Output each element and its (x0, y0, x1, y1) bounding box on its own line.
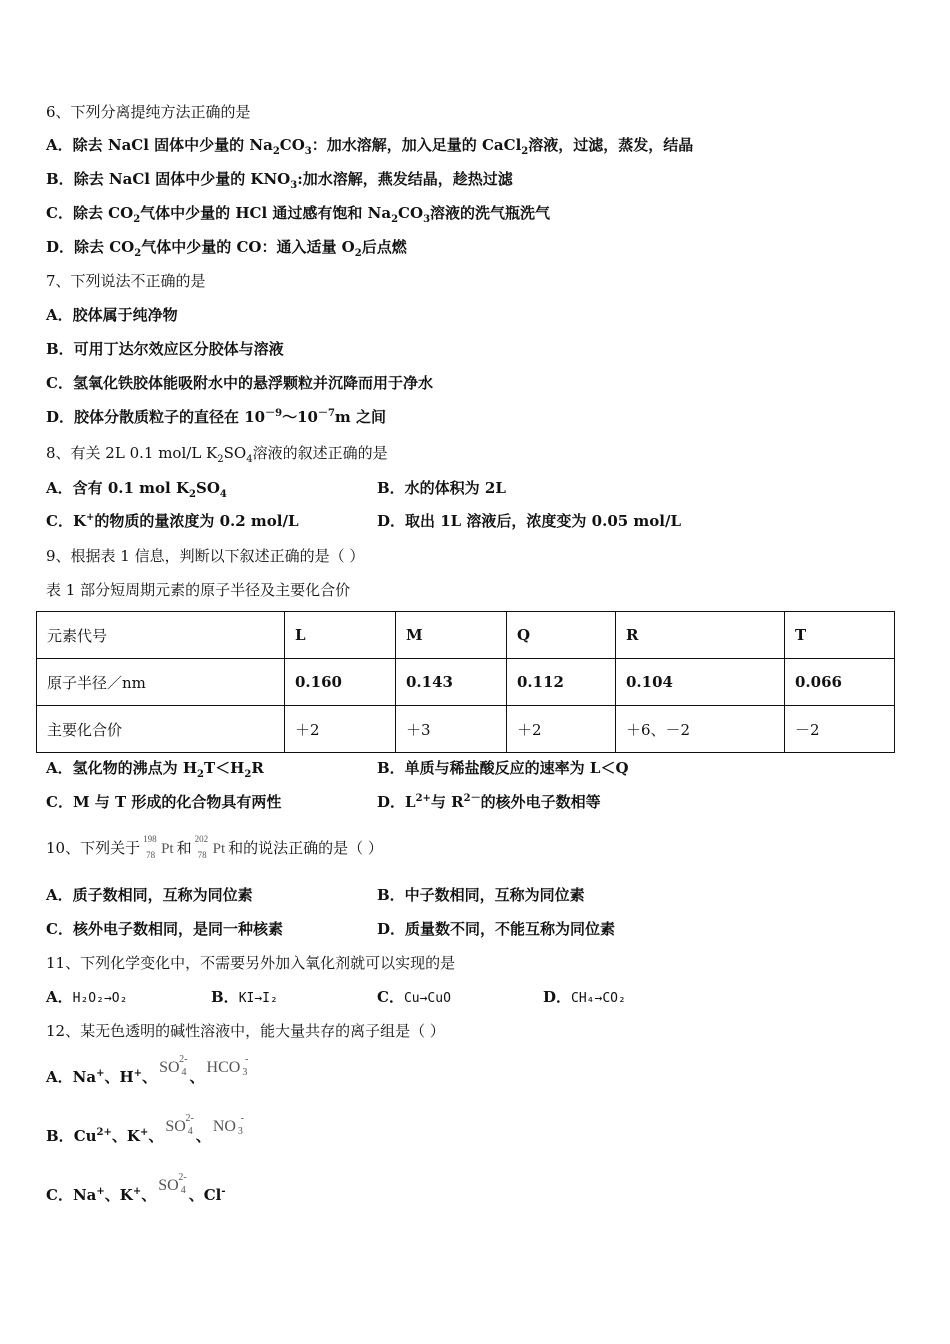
q10-option-a: A．质子数相同，互称为同位素 (46, 886, 253, 904)
q7-option-b: B．可用丁达尔效应区分胶体与溶液 (46, 340, 284, 358)
table-cell: 原子半径／nm (37, 659, 285, 706)
q6-stem: 6、下列分离提纯方法正确的是 (46, 103, 251, 121)
q6-option-d: D．除去 $CO_2$气体中少量的 CO：通入适量 $O_2$后点燃 (46, 238, 407, 259)
table-cell: Q (507, 612, 616, 659)
q12-stem: 12、某无色透明的碱性溶液中，能大量共存的离子组是（ ） (46, 1022, 445, 1040)
q11-stem: 11、下列化学变化中，不需要另外加入氧化剂就可以实现的是 (46, 954, 456, 972)
sulfate-ion: SO 2- 4 (165, 1113, 194, 1137)
q11-option-b: B．KI→I₂ (211, 988, 278, 1006)
q12-option-a: A．Na+、H+、SO 2- 4 、HCO - 3 (46, 1054, 249, 1086)
q9-table-caption: 表 1 部分短周期元素的原子半径及主要化合价 (46, 581, 351, 599)
q10-option-c: C．核外电子数相同，是同一种核素 (46, 920, 283, 938)
table-header-row (37, 612, 895, 659)
q10-option-b: B．中子数相同，互称为同位素 (377, 886, 585, 904)
table-cell: 0.104 (616, 659, 785, 706)
sulfate-ion: SO 2- 4 (159, 1054, 188, 1078)
q6-option-b: B．除去 NaCl 固体中少量的 $KNO_3$:加水溶解，燕发结晶，趁热过滤 (46, 170, 513, 191)
q8-stem: 8、有关 2L 0.1 mol/L $K_2SO_4$溶液的叙述正确的是 (46, 444, 388, 465)
q11-option-c: C．Cu→CuO (377, 988, 451, 1006)
q6-option-a: A．除去 NaCl 固体中少量的 $Na_2CO_3$：加水溶解，加入足量的 CaCl$_2$溶液，过滤，蒸发，结晶 (46, 136, 694, 157)
q12-option-c: C．Na+、K+、SO 2- 4 、Cl- (46, 1172, 226, 1204)
q6-option-c: C．除去 $CO_2$气体中少量的 HCl 通过感有饱和 $Na_2CO_3$溶液的洗气瓶洗气 (46, 204, 551, 225)
q11-option-a: A．H₂O₂→O₂ (46, 988, 128, 1006)
table-cell: 0.112 (507, 659, 616, 706)
table-cell: 主要化合价 (37, 706, 285, 753)
q9-option-c: C．M 与 T 形成的化合物具有两性 (46, 793, 282, 811)
table-cell: 0.066 (785, 659, 895, 706)
q10-stem: 10、下列关于 198 78 Pt 和 202 78 Pt 和的说法正确的是（ ） (46, 834, 383, 860)
table-cell: ＋3 (396, 706, 507, 753)
pt-198-nuclide: 198 78 Pt (143, 834, 174, 860)
q7-stem: 7、下列说法不正确的是 (46, 272, 206, 290)
q9-option-d: D．$L^{2+}$与 $R^{2-}$的核外电子数相等 (377, 793, 601, 811)
table-cell: 0.143 (396, 659, 507, 706)
bicarbonate-ion: HCO - 3 (206, 1054, 249, 1078)
table-row (37, 659, 895, 706)
q8-option-a: A．含有 0.1 mol $K_2SO_4$ (46, 479, 227, 500)
table-cell: ＋2 (285, 706, 396, 753)
table-cell: 元素代号 (37, 612, 285, 659)
q7-option-a: A．胶体属于纯净物 (46, 306, 178, 324)
element-table (36, 611, 895, 753)
q12-option-b: B．$Cu^{2+}$、K+、SO 2- 4 、NO - 3 (46, 1113, 244, 1145)
pt-202-nuclide: 202 78 Pt (194, 834, 226, 860)
table-cell: T (785, 612, 895, 659)
sulfate-ion: SO 2- 4 (158, 1172, 187, 1196)
table-cell: ＋6、－2 (616, 706, 785, 753)
table-row (37, 706, 895, 753)
q7-option-d: D．胶体分散质粒子的直径在 $10^{-9}\sim 10^{-7}m$ 之间 (46, 408, 387, 426)
nitrate-ion: NO - 3 (212, 1113, 244, 1137)
table-cell: M (396, 612, 507, 659)
q9-stem: 9、根据表 1 信息，判断以下叙述正确的是（ ） (46, 547, 365, 565)
q8-option-b: B．水的体积为 2L (377, 479, 506, 497)
q10-option-d: D．质量数不同，不能互称为同位素 (377, 920, 616, 938)
q8-option-d: D．取出 1L 溶液后，浓度变为 0.05 mol/L (377, 512, 682, 530)
table-cell: 0.160 (285, 659, 396, 706)
table-cell: L (285, 612, 396, 659)
q9-option-a: A．氢化物的沸点为 $H_2T<H_2R$ (46, 759, 264, 780)
q8-option-c: C．K+的物质的量浓度为 0.2 mol/L (46, 512, 299, 530)
q11-option-d: D．CH₄→CO₂ (543, 988, 626, 1006)
table-cell: －2 (785, 706, 895, 753)
q7-option-c: C．氢氧化铁胶体能吸附水中的悬浮颗粒并沉降而用于净水 (46, 374, 433, 392)
q9-option-b: B．单质与稀盐酸反应的速率为 L＜Q (377, 759, 629, 777)
table-cell: R (616, 612, 785, 659)
table-cell: ＋2 (507, 706, 616, 753)
